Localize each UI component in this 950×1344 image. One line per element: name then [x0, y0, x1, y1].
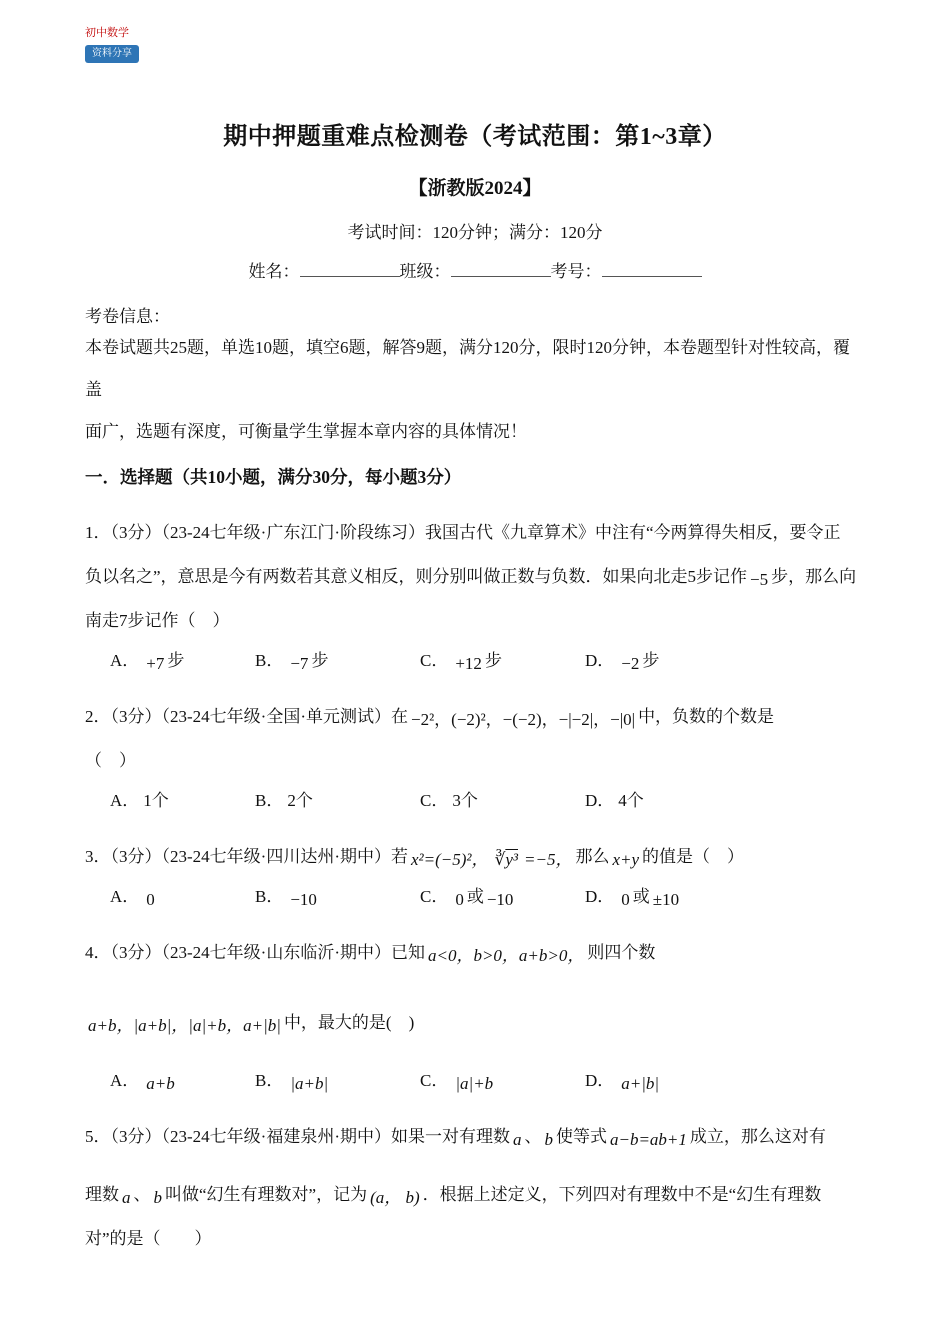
option-d-label: D．: [585, 1071, 615, 1090]
math-run: (a， b): [370, 1188, 420, 1207]
option-c-label: C．: [420, 887, 449, 906]
id-blank: [602, 259, 702, 277]
option-d-label: D．: [585, 887, 615, 906]
option-a: [110, 645, 255, 677]
option-c: [420, 785, 585, 817]
text-run: 4．（3分）（23-24七年级·山东临沂·期中）已知: [85, 943, 425, 962]
question-1-line-2: [85, 555, 865, 599]
math-run: x²=(−5)²，: [410, 850, 489, 869]
question-4: [85, 931, 865, 1097]
question-2-options: [85, 785, 865, 817]
question-4-line-2: [85, 1001, 865, 1045]
option-b-value: [287, 791, 313, 810]
option-b-label: B．: [255, 887, 284, 906]
option-c-value: [452, 1071, 496, 1093]
question-5: [85, 1115, 865, 1261]
text-run: 叫做“幻生有理数对”，记为: [165, 1185, 368, 1204]
option-d-value: [618, 1071, 662, 1093]
radical-sign: ∛: [494, 850, 506, 869]
class-label: 班级：: [399, 262, 451, 281]
question-2: [85, 695, 865, 817]
question-1-line-3: [85, 599, 865, 643]
math-run: =−5，: [524, 850, 573, 869]
text-run: 中，负数的个数是: [638, 707, 775, 726]
option-b-value: [287, 1071, 331, 1093]
text-run: 或: [632, 887, 650, 906]
math-run: a<0，b>0，a+b>0，: [427, 946, 585, 965]
math-run: −2: [621, 654, 640, 673]
text-run: 步: [642, 651, 660, 670]
math-run: b: [153, 1188, 162, 1207]
question-1: [85, 511, 865, 677]
math-run: a: [122, 1188, 131, 1207]
question-5-line-2: [85, 1173, 865, 1217]
class-blank: [451, 259, 551, 277]
option-b: [255, 645, 420, 677]
math-run: a: [512, 1130, 522, 1149]
math-run: −10: [290, 890, 317, 909]
text-run: （ ）: [85, 751, 136, 770]
text-run: 5．（3分）（23-24七年级·福建泉州·期中）如果一对有理数: [85, 1127, 510, 1146]
option-a-label: A．: [110, 791, 140, 810]
watermark-text: 初中数学: [85, 27, 129, 39]
text-run: 、: [524, 1127, 542, 1146]
math-run: x+y: [612, 850, 640, 869]
option-b: [255, 785, 420, 817]
option-b-value: [287, 651, 329, 673]
question-1-options: [85, 645, 865, 677]
edition-label: 【浙教版2024】: [408, 178, 542, 199]
option-a-value: [143, 887, 158, 909]
option-a-value: [143, 1071, 177, 1093]
exam-info-line-1: 本卷试题共25题，单选10题，填空6题，解答9题，满分120分，限时120分钟，本卷题型针对性较高，覆盖: [85, 338, 850, 399]
name-blank: [300, 259, 400, 277]
radicand: y³: [505, 850, 518, 869]
question-3-options: [85, 881, 865, 913]
option-b-label: B．: [255, 791, 284, 810]
text-run: 1．（3分）（23-24七年级·广东江门·阶段练习）我国古代《九章算术》中注有“今两算得失相反，要令正: [85, 523, 841, 542]
math-run: a+b，|a+b|，|a|+b，a+|b|: [88, 1016, 281, 1035]
question-2-line-2: [85, 739, 865, 783]
option-d: [585, 881, 865, 913]
text-run: 南走7步记作（ ）: [85, 611, 230, 630]
math-run: |a|+b: [455, 1074, 494, 1093]
question-4-line-1: [85, 931, 865, 975]
text-run: ．根据上述定义，下列四对有理数中不是“幻生有理数: [422, 1185, 822, 1204]
exam-meta: 考试时间：120分钟；满分：120分: [347, 223, 603, 242]
option-b-value: [287, 887, 320, 909]
section-heading-choice: 一．选择题（共10小题，满分30分，每小题3分）: [85, 467, 462, 487]
option-d-label: D．: [585, 791, 615, 810]
option-b-label: B．: [255, 1071, 284, 1090]
text-run: 、: [133, 1185, 151, 1204]
text-run: 理数: [85, 1185, 119, 1204]
text-run: 3．（3分）（23-24七年级·四川达州·期中）若: [85, 847, 408, 866]
question-5-line-1: [85, 1115, 865, 1159]
cube-root-expression: [495, 838, 519, 882]
math-run: 0: [146, 890, 155, 909]
text-run: 2个: [287, 791, 313, 810]
question-3-line-1: [85, 835, 865, 879]
text-run: 步: [484, 651, 502, 670]
option-a-value: [143, 791, 169, 810]
option-a-label: A．: [110, 887, 140, 906]
exam-info-heading: 考卷信息：: [85, 307, 170, 326]
option-d: [585, 785, 865, 817]
math-run: |a+b|: [290, 1074, 329, 1093]
text-run: 使等式: [555, 1127, 607, 1146]
math-run: +12: [455, 654, 482, 673]
math-run: +7: [146, 654, 165, 673]
option-a-label: A．: [110, 1071, 140, 1090]
option-d: [585, 1065, 865, 1097]
option-c: [420, 645, 585, 677]
text-run: 步，那么向: [771, 567, 857, 586]
option-a-label: A．: [110, 651, 140, 670]
text-run: 中，最大的是( ): [283, 1013, 415, 1032]
question-2-line-1: [85, 695, 865, 739]
name-class-id-line: [85, 257, 865, 282]
text-run: 4个: [618, 791, 644, 810]
option-d-value: [618, 791, 644, 810]
text-run: 或: [466, 887, 484, 906]
text-run: 步: [167, 651, 185, 670]
logo-watermark: [85, 26, 139, 64]
math-run: −5: [750, 570, 769, 589]
math-run: −2²，(−2)²，−(−2)，−|−2|，−|0|: [410, 710, 636, 729]
text-run: 那么: [575, 847, 610, 866]
text-run: 则四个数: [587, 943, 656, 962]
math-run: 0: [455, 890, 464, 909]
watermark-badge: 资料分享: [85, 45, 139, 63]
question-1-line-1: [85, 511, 865, 555]
option-c: [420, 881, 585, 913]
math-run: a−b=ab+1: [609, 1130, 687, 1149]
option-a: [110, 1065, 255, 1097]
math-run: ±10: [652, 890, 680, 909]
question-3: [85, 835, 865, 913]
option-c-value: [452, 791, 478, 810]
question-5-line-3: [85, 1217, 865, 1261]
page-title: 期中押题重难点检测卷（考试范围：第1~3章）: [223, 124, 727, 150]
option-c-value: [452, 887, 516, 909]
text-run: 负以名之”，意思是今有两数若其意义相反，则分别叫做正数与负数．如果向北走5步记作: [85, 567, 748, 586]
text-run: 成立，那么这对有: [689, 1127, 826, 1146]
math-run: b: [544, 1130, 553, 1149]
text-run: 1个: [143, 791, 169, 810]
math-run: a+b: [146, 1074, 175, 1093]
option-d-value: [618, 887, 682, 909]
option-c-label: C．: [420, 791, 449, 810]
text-run: 对”的是（ ）: [85, 1229, 212, 1248]
option-b: [255, 881, 420, 913]
math-run: 0: [621, 890, 630, 909]
text-run: 3个: [452, 791, 478, 810]
option-b: [255, 1065, 420, 1097]
option-c-label: C．: [420, 1071, 449, 1090]
text-run: 2．（3分）（23-24七年级·全国·单元测试）在: [85, 707, 408, 726]
option-d: [585, 645, 865, 677]
math-run: −7: [290, 654, 309, 673]
option-a: [110, 785, 255, 817]
option-c: [420, 1065, 585, 1097]
option-c-value: [452, 651, 502, 673]
option-c-label: C．: [420, 651, 449, 670]
option-a-value: [143, 651, 185, 673]
text-run: 步: [311, 651, 329, 670]
option-d-value: [618, 651, 660, 673]
option-a: [110, 881, 255, 913]
name-label: 姓名：: [248, 262, 300, 281]
exam-info-line-2: 面广，选题有深度，可衡量学生掌握本章内容的具体情况！: [85, 422, 527, 441]
id-label: 考号：: [550, 262, 602, 281]
question-4-options: [85, 1065, 865, 1097]
text-run: 的值是（ ）: [642, 847, 745, 866]
math-run: a+|b|: [621, 1074, 660, 1093]
math-run: −10: [486, 890, 514, 909]
option-d-label: D．: [585, 651, 615, 670]
option-b-label: B．: [255, 651, 284, 670]
